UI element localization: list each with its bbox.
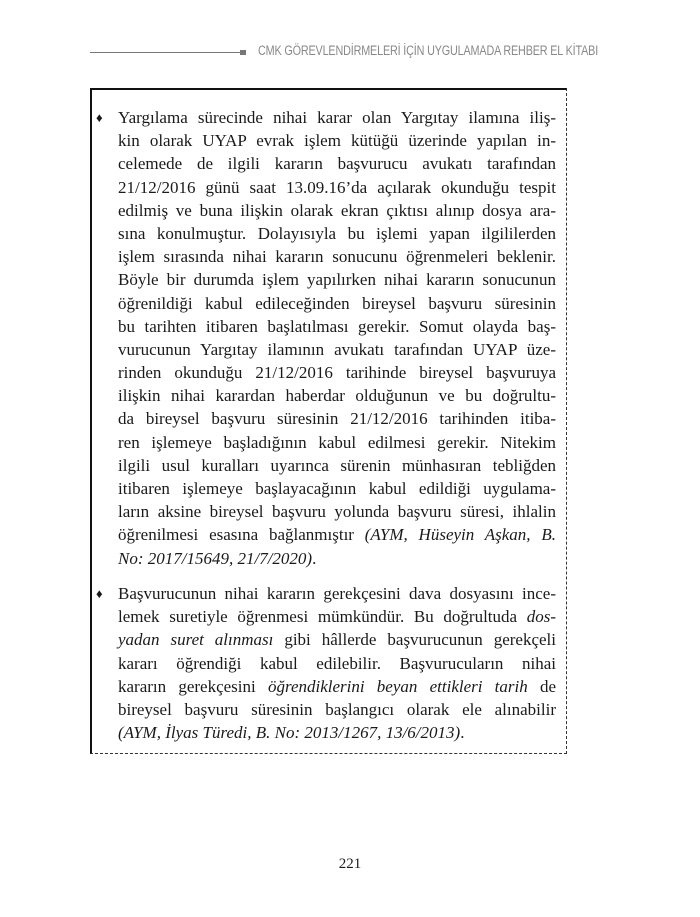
body-text: Yargılama sürecinde nihai karar olan Yargıtay ilamına iliş- bbox=[118, 108, 556, 127]
italic-citation-text: (AYM, Hüseyin Aşkan, B. bbox=[364, 525, 556, 545]
italic-citation-text: öğrendiklerini beyan ettikleri tarih bbox=[267, 676, 528, 696]
body-text: işlem sırasında nihai kararın sonucunu öğrenmeleri beklenir. bbox=[118, 247, 556, 267]
body-text: celemede de ilgili kararın başvurucu avukatı tarafından bbox=[118, 154, 556, 174]
text-line bbox=[118, 477, 556, 500]
body-text: Böyle bir durumda işlem yapılırken nihai kararın sonucunun bbox=[118, 270, 556, 290]
text-line bbox=[118, 407, 556, 430]
italic-citation-text: No: 2017/15649, 21/7/2020) bbox=[118, 548, 313, 568]
text-line bbox=[118, 129, 556, 152]
body-text: kararın gerekçesini bbox=[118, 676, 268, 696]
body-text: . bbox=[460, 723, 465, 743]
text-line bbox=[118, 523, 556, 546]
body-text: ların aksine bireysel başvuru yolunda başvuru süresi, ihlalin bbox=[118, 502, 556, 522]
italic-citation-text: (AYM, İlyas Türedi, B. No: 2013/1267, 13/6/2013) bbox=[118, 723, 461, 743]
body-text: rinden okunduğu 21/12/2016 tarihinde bireysel başvuruya bbox=[118, 363, 556, 383]
body-text: bu tarihten itibaren başlatılması gerekir. Somut olayda baş- bbox=[118, 316, 556, 336]
page-number: 221 bbox=[338, 856, 362, 872]
text-line bbox=[118, 106, 556, 129]
body-text: lemek suretiyle öğrenmesi mümkündür. Bu doğrultuda bbox=[118, 607, 527, 627]
text-line bbox=[118, 582, 556, 605]
body-text: kararı öğrendiği kabul edilebilir. Başvurucuların nihai bbox=[118, 653, 556, 673]
text-line bbox=[118, 384, 556, 407]
body-text: gibi hâllerde başvurucunun gerekçeli bbox=[273, 630, 556, 650]
body-text: ilgili usul kuralları uyarınca sürenin münhasıran tebliğden bbox=[118, 455, 556, 475]
text-line bbox=[118, 454, 556, 477]
text-line bbox=[118, 338, 556, 361]
text-line bbox=[118, 547, 556, 570]
text-line bbox=[118, 675, 556, 698]
text-line bbox=[118, 698, 556, 721]
body-text: da bireysel başvuru süresinin 21/12/2016 tarihinden itiba- bbox=[118, 409, 556, 429]
italic-citation-text: dos- bbox=[526, 607, 556, 627]
bullet-paragraph-1 bbox=[96, 106, 556, 570]
text-line bbox=[118, 152, 556, 175]
body-text: 21/12/2016 günü saat 13.09.16’da açılarak okunduğu tespit bbox=[118, 177, 556, 197]
body-text: . bbox=[312, 548, 317, 568]
text-line bbox=[118, 292, 556, 315]
body-text: ren işlemeye başladığının kabul edilmesi gerekir. Nitekim bbox=[118, 432, 556, 452]
body-text: bireysel başvuru süresinin başlangıcı olarak ele alınabilir bbox=[118, 699, 556, 719]
text-line bbox=[118, 222, 556, 245]
header-rule bbox=[90, 52, 240, 53]
diamond-bullet-icon: ♦ bbox=[96, 110, 103, 125]
diamond-bullet-icon: ♦ bbox=[96, 586, 103, 601]
body-text: itibaren işlemeye başlayacağının kabul edildiği uygulama- bbox=[118, 479, 556, 498]
text-line bbox=[118, 176, 556, 199]
body-text: öğrenildiği kabul edileceğinden bireysel başvuru süresinin bbox=[118, 293, 556, 313]
text-line bbox=[118, 431, 556, 454]
header-square-ornament bbox=[240, 50, 246, 55]
text-line bbox=[118, 605, 556, 628]
body-text: ilişkin nihai karardan haberdar olduğunun ve bu doğrultu- bbox=[118, 386, 556, 406]
text-line bbox=[118, 721, 556, 744]
text-line bbox=[118, 268, 556, 291]
body-text: edilmiş ve buna ilişkin olarak ekran çıktısı alınıp dosya ara- bbox=[118, 200, 556, 220]
body-text: öğrenilmesi esasına bağlanmıştır bbox=[118, 525, 365, 545]
text-line bbox=[118, 361, 556, 384]
text-line bbox=[118, 245, 556, 268]
body-text: sına konulmuştur. Dolayısıyla bu işlemi yapan ilgililerden bbox=[118, 223, 556, 243]
body-text: de bbox=[527, 676, 557, 696]
text-line bbox=[118, 652, 556, 675]
body-text: Başvurucunun nihai kararın gerekçesini dava dosyasını ince- bbox=[118, 584, 556, 603]
bullet-paragraph-2 bbox=[96, 582, 557, 744]
text-line bbox=[118, 628, 556, 651]
running-title: CMK GÖREVLENDİRMELERİ İÇİN UYGULAMADA REHBER EL KİTABI bbox=[258, 43, 599, 58]
italic-citation-text: yadan suret alınması bbox=[118, 630, 274, 650]
text-line bbox=[118, 315, 556, 338]
body-text: vurucunun Yargıtay ilamının avukatı tarafından UYAP üze- bbox=[118, 339, 556, 359]
text-line bbox=[118, 199, 556, 222]
body-text: kin olarak UYAP evrak işlem kütüğü üzerinde yapılan in- bbox=[118, 131, 556, 151]
text-line bbox=[118, 500, 556, 523]
